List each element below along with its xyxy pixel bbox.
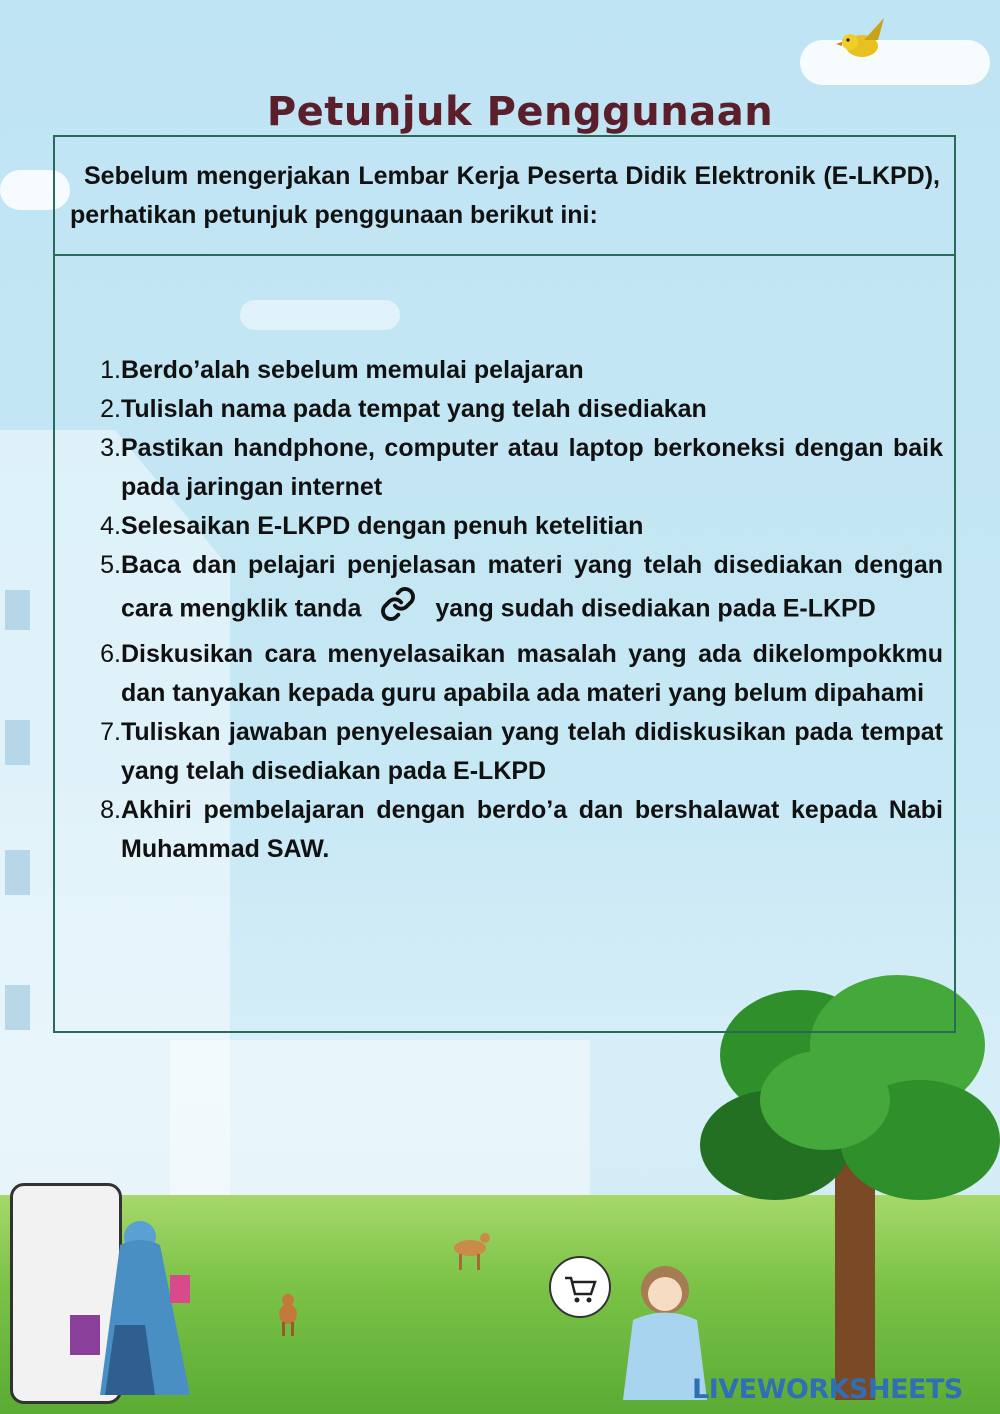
step-text: Berdo’alah sebelum memulai pelajaran xyxy=(121,356,584,384)
bird-illustration xyxy=(834,14,894,64)
step-number: 6. xyxy=(100,640,121,668)
step-text-before-icon: Baca dan pelajari penjelasan materi yang telah disediakan dengan cara mengklik tanda xyxy=(121,551,943,623)
step-text: Pastikan handphone, computer atau laptop berkoneksi dengan baik pada jaringan internet xyxy=(121,434,943,501)
building-window xyxy=(5,985,30,1030)
cart-speech-bubble xyxy=(545,1252,615,1322)
building-window xyxy=(5,720,30,765)
step-text: Tulislah nama pada tempat yang telah disediakan xyxy=(121,395,707,423)
deer-icon xyxy=(445,1228,495,1273)
step-text-after-icon: yang sudah disediakan pada E-LKPD xyxy=(435,594,876,623)
building-window xyxy=(5,590,30,630)
page-title: Petunjuk Penggunaan xyxy=(266,88,774,135)
frame-divider xyxy=(55,254,954,256)
list-item xyxy=(91,507,943,546)
cloud xyxy=(800,40,990,85)
background-building xyxy=(170,1040,590,1200)
step-number: 3. xyxy=(100,434,121,462)
step-number: 2. xyxy=(100,395,121,423)
step-text: Tuliskan jawaban penyelesaian yang telah didiskusikan pada tempat yang telah disediakan pada E-LKPD xyxy=(121,718,943,785)
building-window xyxy=(5,850,30,895)
intro-text: Sebelum mengerjakan Lembar Kerja Peserta Didik Elektronik (E-LKPD), perhatikan petunjuk penggunaan berikut ini: xyxy=(70,162,940,229)
step-text: Akhiri pembelajaran dengan berdo’a dan bershalawat kepada Nabi Muhammad SAW. xyxy=(121,796,943,863)
step-number: 4. xyxy=(100,512,121,540)
step-number: 8. xyxy=(100,796,121,824)
list-item xyxy=(91,635,943,713)
shopping-woman-illustration xyxy=(60,1215,200,1405)
fawn-icon xyxy=(272,1290,304,1338)
link-icon[interactable] xyxy=(379,585,417,635)
list-item xyxy=(91,791,943,869)
step-text: Selesaikan E-LKPD dengan penuh ketelitian xyxy=(121,512,644,540)
step-number: 1. xyxy=(100,356,121,384)
list-item xyxy=(91,713,943,791)
list-item xyxy=(91,390,943,429)
list-item xyxy=(91,429,943,507)
instruction-list xyxy=(91,351,943,869)
liveworksheets-watermark[interactable]: LIVEWORKSHEETS xyxy=(692,1374,963,1405)
tree-trunk xyxy=(835,1160,875,1400)
list-item xyxy=(91,351,943,390)
tree-foliage xyxy=(760,1050,890,1150)
step-text xyxy=(121,546,943,635)
step-text: Diskusikan cara menyelasaikan masalah yang ada dikelompokkmu dan tanyakan kepada guru apabila ada materi yang belum dipahami xyxy=(121,640,943,707)
list-item xyxy=(91,546,943,635)
instructions-frame xyxy=(53,135,956,1033)
step-number: 7. xyxy=(100,718,121,746)
step-number: 5. xyxy=(100,551,121,579)
